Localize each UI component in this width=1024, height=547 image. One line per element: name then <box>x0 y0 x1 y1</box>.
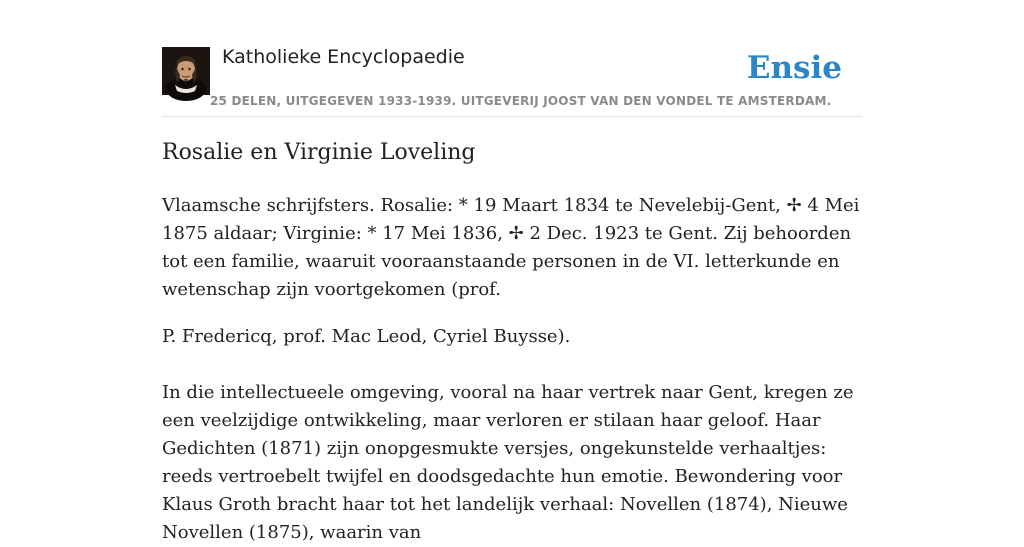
article-body <box>162 192 862 547</box>
portrait-avatar-icon[interactable] <box>162 47 210 95</box>
ensie-logo-link[interactable]: Ensie <box>746 50 842 86</box>
site-header <box>162 40 862 117</box>
site-title[interactable]: Katholieke Encyclopaedie <box>222 46 465 68</box>
article-paragraph: P. Fredericq, prof. Mac Leod, Cyriel Buysse). <box>162 326 571 347</box>
site-subtitle: 25 DELEN, UITGEGEVEN 1933-1939. UITGEVERIJ JOOST VAN DEN VONDEL TE AMSTERDAM. <box>210 94 832 108</box>
article-title: Rosalie en Virginie Loveling <box>162 140 476 165</box>
article-paragraph: Vlaamsche schrijfsters. Rosalie: * 19 Maart 1834 te Nevelebij-Gent, ✢ 4 Mei 1875 aldaar; Virginie: * 17 Mei 1836, ✢ 2 Dec. 1923 te Gent. Zij behoorden tot een familie, waaruit vooraanstaande personen in de VI. letterkunde en wetenschap zijn voortgekomen (prof. <box>162 195 860 300</box>
article-paragraph: In die intellectueele omgeving, vooral na haar vertrek naar Gent, kregen ze een veelzijdige ontwikkeling, maar verloren er stilaan haar geloof. Haar Gedichten (1871) zijn onopgesmukte versjes, ongekunstelde verhaaltjes: reeds vertroebelt twijfel en doodsgedachte hun emotie. Bewondering voor Klaus Groth bracht haar tot het landelijk verhaal: Novellen (1874), Nieuwe Novellen (1875), waarin van <box>162 382 854 543</box>
